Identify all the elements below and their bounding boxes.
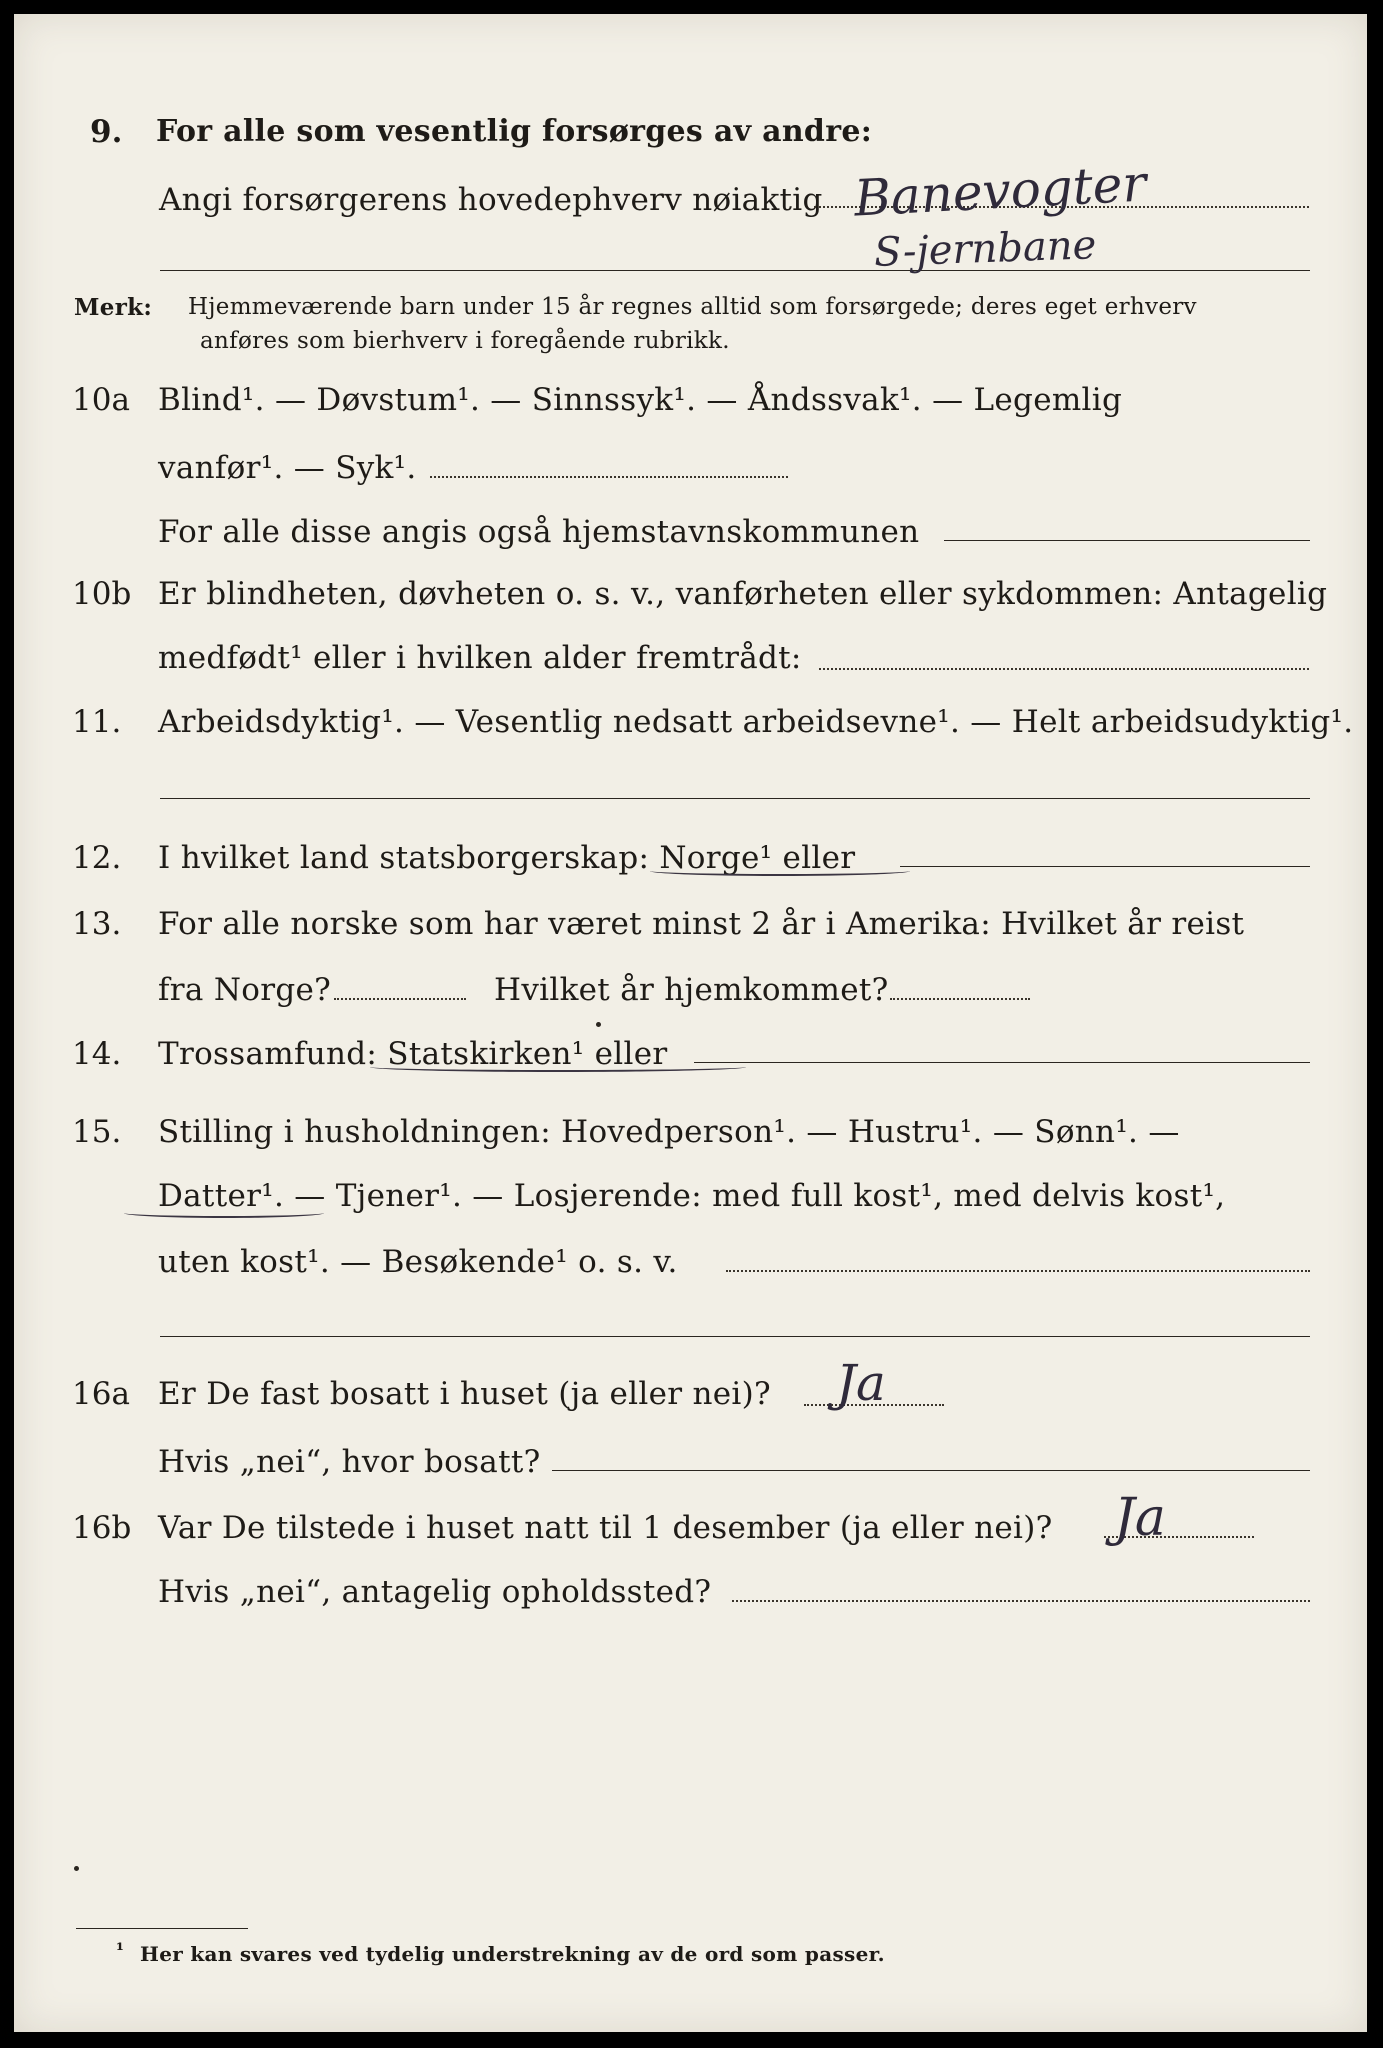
q10a-line1: Blind¹. — Døvstum¹. — Sinnssyk¹. — Åndssvak¹. — Legemlig	[158, 382, 1123, 418]
q12-number: 12.	[72, 840, 122, 876]
q16b-answer-line-2[interactable]	[732, 1600, 1310, 1602]
q15-continuation-line[interactable]	[160, 1336, 1310, 1337]
q10a-line2: vanfør¹. — Syk¹.	[158, 450, 417, 486]
q12-line1: I hvilket land statsborgerskap: Norge¹ eller	[158, 840, 856, 876]
q9-line2: Angi forsørgerens hovedерhverv nøiaktig	[159, 182, 823, 218]
q15-hand-underline-datter	[124, 1208, 324, 1218]
q11-answer-line[interactable]	[160, 798, 1310, 799]
q14-answer-line[interactable]	[694, 1062, 1310, 1063]
q15-line1: Stilling i husholdningen: Hovedperson¹. — Hustru¹. — Sønn¹. —	[158, 1114, 1180, 1150]
q15-line2: Datter¹. — Tjener¹. — Losjerende: med full kost¹, med delvis kost¹,	[158, 1178, 1226, 1214]
q13-line2a: fra Norge?	[158, 972, 332, 1008]
footnote-rule	[76, 1928, 248, 1929]
q14-hand-underline	[370, 1062, 746, 1072]
q10a-syk-line[interactable]	[430, 476, 788, 478]
ink-speck	[596, 1022, 601, 1027]
q13-reist-line[interactable]	[334, 998, 466, 1000]
q10a-hjemstavn-line[interactable]	[944, 540, 1310, 541]
q13-line2b: Hvilket år hjemkommet?	[494, 972, 889, 1008]
q10a-line3: For alle disse angis også hjemstavnskommunen	[158, 514, 920, 550]
q13-number: 13.	[72, 906, 122, 942]
q9-number: 9.	[90, 114, 123, 150]
q14-line1: Trossamfund: Statskirken¹ eller	[158, 1036, 668, 1072]
q16b-line1: Var De tilstede i huset natt til 1 desember (ja eller nei)?	[158, 1510, 1053, 1546]
q16a-bosatt-line[interactable]	[552, 1470, 1310, 1471]
merk-line1: Hjemmeværende barn under 15 år regnes alltid som forsørgede; deres eget erhverv	[188, 294, 1197, 320]
census-form-page	[14, 14, 1367, 2032]
q16a-number: 16a	[72, 1376, 130, 1412]
q16a-line1: Er De fast bosatt i huset (ja eller nei)?	[158, 1376, 771, 1412]
q9-line1: For alle som vesentlig forsørges av andre:	[156, 114, 873, 149]
q16a-line2: Hvis „nei“, hvor bosatt?	[158, 1444, 541, 1480]
merk-line2: anføres som bierhverv i foregående rubrikk.	[200, 328, 730, 354]
q12-hand-underline	[650, 866, 910, 876]
q10b-answer-line[interactable]	[819, 668, 1309, 670]
q16b-line2: Hvis „nei“, antagelig opholdssted?	[158, 1574, 712, 1610]
footnote-text: Her kan svares ved tydelig understrekning av de ord som passer.	[140, 1942, 885, 1966]
q9-continuation-line[interactable]	[160, 270, 1310, 271]
q9-handwritten-employer: S-jernbane	[873, 222, 1097, 276]
ink-speck-2	[74, 1866, 79, 1871]
footnote-mark: ¹	[116, 1940, 125, 1961]
q16a-handwritten-answer: Ja	[836, 1354, 886, 1412]
q10b-number: 10b	[72, 576, 132, 612]
merk-label: Merk:	[74, 294, 153, 321]
q9-handwritten-occupation: Banevogter	[852, 154, 1148, 228]
q12-answer-line[interactable]	[900, 866, 1310, 867]
q15-number: 15.	[72, 1114, 122, 1150]
q10b-line1: Er blindheten, døvheten o. s. v., vanførheten eller sykdommen: Antagelig	[158, 576, 1328, 612]
q15-line3: uten kost¹. — Besøkende¹ o. s. v.	[158, 1244, 678, 1280]
q11-line1: Arbeidsdyktig¹. — Vesentlig nedsatt arbeidsevne¹. — Helt arbeidsudyktig¹.	[158, 704, 1354, 740]
q13-line1: For alle norske som har været minst 2 år i Amerika: Hvilket år reist	[158, 906, 1245, 942]
q14-number: 14.	[72, 1036, 122, 1072]
q16b-number: 16b	[72, 1510, 132, 1546]
q16b-handwritten-answer: Ja	[1114, 1488, 1166, 1548]
q10a-number: 10a	[72, 382, 130, 418]
q11-number: 11.	[72, 704, 122, 740]
q15-answer-line[interactable]	[726, 1270, 1310, 1272]
q13-hjemkommet-line[interactable]	[890, 998, 1030, 1000]
q10b-line2: medfødt¹ eller i hvilken alder fremtrådt:	[158, 640, 802, 676]
